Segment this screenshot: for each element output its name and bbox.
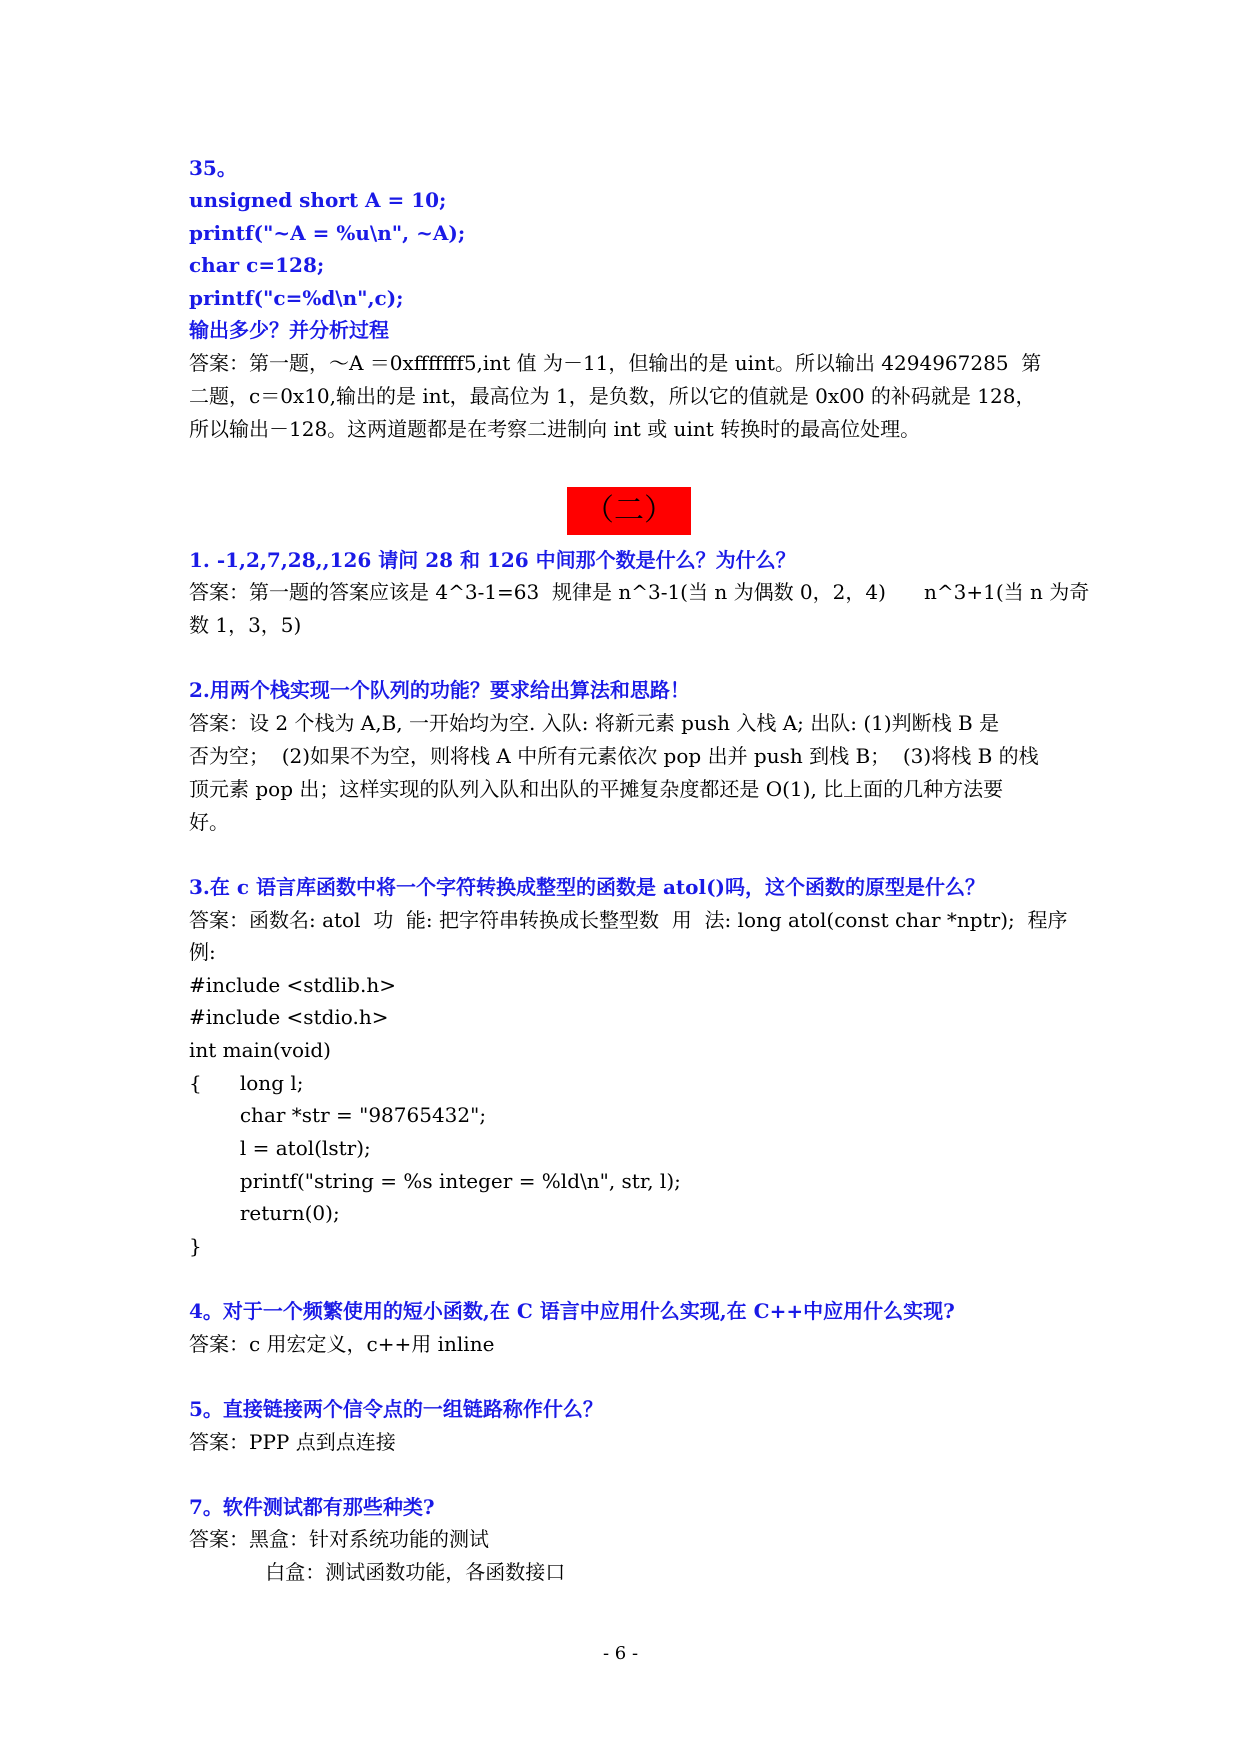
code-line: #include <stdio.h> xyxy=(189,1005,389,1029)
question-1-title: 1. -1,2,7,28,,126 请问 28 和 126 中间那个数是什么？为什么？ xyxy=(189,548,796,572)
question-2-answer-line: 顶元素 pop 出；这样实现的队列入队和出队的平摊复杂度都还是 O(1), 比上面的几种方法要 xyxy=(189,777,1004,801)
question-2-title: 2.用两个栈实现一个队列的功能？要求给出算法和思路！ xyxy=(189,678,690,702)
code-line: char *str = "98765432"; xyxy=(189,1103,487,1127)
code-line: printf("string = %s integer = %ld\n", str, l); xyxy=(189,1169,681,1193)
question-2-answer-line: 答案：设 2 个栈为 A,B, 一开始均为空. 入队: 将新元素 push 入栈 A; 出队: (1)判断栈 B 是 xyxy=(189,711,1000,735)
question-35-answer-line: 二题，c＝0x10,输出的是 int，最高位为 1，是负数，所以它的值就是 0x00 的补码就是 128， xyxy=(189,384,1036,408)
code-line: int main(void) xyxy=(189,1038,331,1062)
question-35-prompt: 输出多少？并分析过程 xyxy=(189,318,389,342)
question-35-code-line: printf("c=%d\n",c); xyxy=(189,286,404,310)
question-2-answer-line: 否为空； (2)如果不为空，则将栈 A 中所有元素依次 pop 出并 push 到栈 B； (3)将栈 B 的栈 xyxy=(189,744,1039,768)
question-35-code-line: unsigned short A = 10; xyxy=(189,188,447,212)
question-2-answer-line: 好。 xyxy=(189,810,229,834)
code-line: } xyxy=(189,1234,202,1258)
question-35-code-line: printf("~A = %u\n", ~A); xyxy=(189,221,466,245)
code-line: #include <stdlib.h> xyxy=(189,973,396,997)
code-line: l = atol(lstr); xyxy=(189,1136,371,1160)
question-3-answer-line: 例: xyxy=(189,940,216,964)
page-number: - 6 - xyxy=(602,1643,639,1664)
question-5-title: 5。直接链接两个信令点的一组链路称作什么？ xyxy=(189,1397,603,1421)
question-4-title: 4。对于一个频繁使用的短小函数,在 C 语言中应用什么实现,在 C++中应用什么实现? xyxy=(189,1299,955,1323)
question-7-answer-line: 答案：黑盒：针对系统功能的测试 xyxy=(189,1527,489,1551)
section-banner: （二） xyxy=(567,487,691,535)
question-4-answer: 答案：c 用宏定义，c++用 inline xyxy=(189,1332,495,1356)
code-line: return(0); xyxy=(189,1201,340,1225)
question-5-answer: 答案：PPP 点到点连接 xyxy=(189,1430,396,1454)
code-line: { long l; xyxy=(189,1071,304,1095)
question-35-code-line: char c=128; xyxy=(189,253,325,277)
question-35-answer-line: 所以输出－128。这两道题都是在考察二进制向 int 或 uint 转换时的最高位处理。 xyxy=(189,417,921,441)
question-35-answer-line: 答案：第一题，～A ＝0xfffffff5,int 值 为－11，但输出的是 uint。所以输出 4294967285 第 xyxy=(189,351,1042,375)
question-1-answer-line: 答案：第一题的答案应该是 4^3-1=63 规律是 n^3-1(当 n 为偶数 0，2，4) n^3+1(当 n 为奇 xyxy=(189,580,1090,604)
question-1-answer-line: 数 1，3，5) xyxy=(189,613,302,637)
question-3-answer-line: 答案：函数名: atol 功 能: 把字符串转换成长整型数 用 法: long atol(const char *nptr); 程序 xyxy=(189,908,1068,932)
question-7-title: 7。软件测试都有那些种类? xyxy=(189,1495,435,1519)
question-35-number: 35。 xyxy=(189,156,237,180)
question-7-answer-line: 白盒：测试函数功能，各函数接口 xyxy=(189,1560,566,1584)
question-3-title: 3.在 c 语言库函数中将一个字符转换成整型的函数是 atol()吗，这个函数的原型是什么？ xyxy=(189,875,986,899)
